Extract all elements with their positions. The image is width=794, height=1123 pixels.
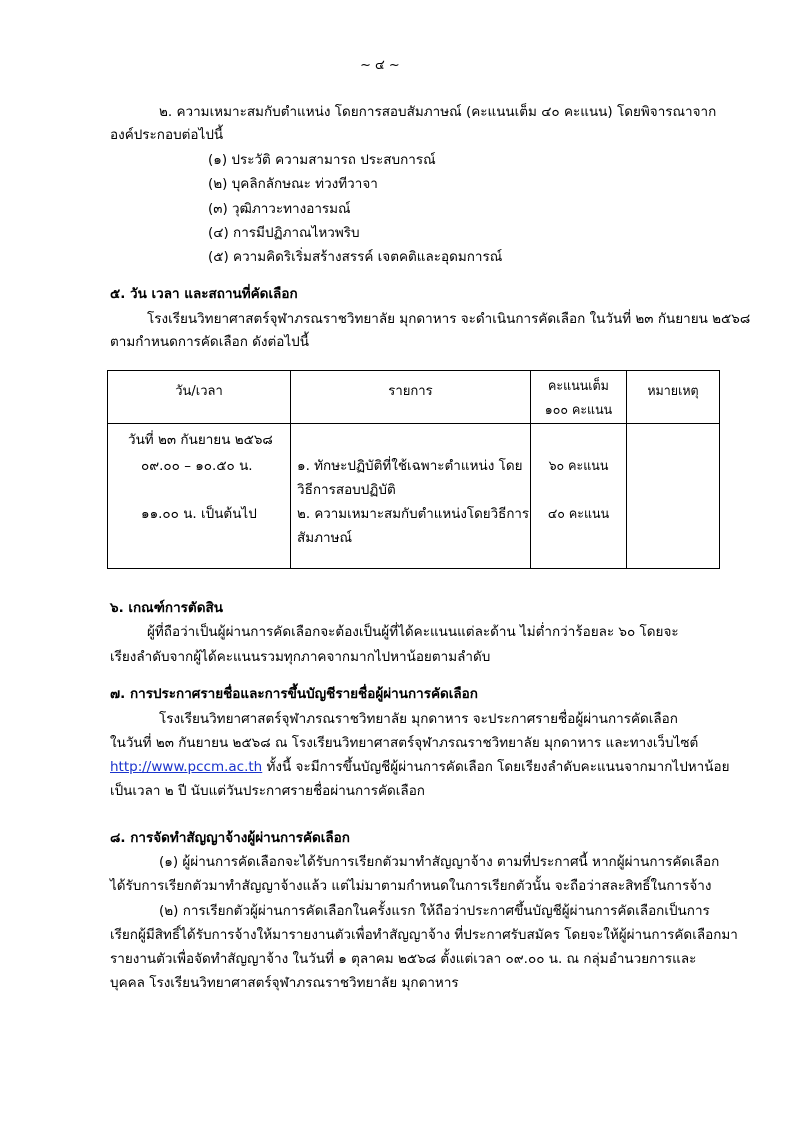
section-8-para-line-5: รายงานตัวเพื่อจัดทำสัญญาจ้าง ในวันที่ ๑ ตุลาคม ๒๕๖๘ ตั้งแต่เวลา ๐๙.๐๐ น. ณ กลุ่มอำนวยการและ <box>110 951 697 967</box>
criteria-4: (๔) การมีปฏิภาณไหวพริบ <box>208 225 360 241</box>
score-cell <box>531 424 627 569</box>
header-score-line-1: คะแนนเต็ม <box>548 378 609 394</box>
item-cell <box>291 424 531 569</box>
section-7-para-line-3 <box>110 757 730 777</box>
header-note-cell <box>627 371 720 424</box>
section-5-heading: ๕. วัน เวลา และสถานที่คัดเลือก <box>110 286 298 302</box>
time-slot-2: ๑๑.๐๐ น. เป็นต้นไป <box>141 506 257 522</box>
time-slot-1: ๐๙.๐๐ – ๑๐.๕๐ น. <box>141 458 253 474</box>
website-link[interactable]: http://www.pccm.ac.th <box>110 759 263 775</box>
page-number: ~ ๔ ~ <box>360 57 400 73</box>
section-8-para-line-3: (๒) การเรียกตัวผู้ผ่านการคัดเลือกในครั้งแรก ให้ถือว่าประกาศขึ้นบัญชีผู้ผ่านการคัดเลือกเป็นการ <box>159 903 710 919</box>
header-date: วัน/เวลา <box>175 383 223 399</box>
header-score-line-2: ๑๐๐ คะแนน <box>544 402 613 418</box>
date-main: วันที่ ๒๓ กันยายน ๒๕๖๘ <box>128 432 273 448</box>
header-item: รายการ <box>388 383 433 399</box>
criteria-2: (๒) บุคลิกลักษณะ ท่วงทีวาจา <box>208 176 378 192</box>
item-2-line-2: สัมภาษณ์ <box>297 530 353 546</box>
score-2: ๔๐ คะแนน <box>547 506 610 522</box>
section-8-para-line-6: บุคคล โรงเรียนวิทยาศาสตร์จุฬาภรณราชวิทยาลัย มุกดาหาร <box>110 975 459 991</box>
table-header-row <box>108 371 720 424</box>
header-note: หมายเหตุ <box>647 383 699 399</box>
criteria-1: (๑) ประวัติ ความสามารถ ประสบการณ์ <box>208 152 436 168</box>
item-1-line-1: ๑. ทักษะปฏิบัติที่ใช้เฉพาะตำแหน่ง โดย <box>297 458 523 474</box>
header-item-cell <box>291 371 531 424</box>
section-8-para-line-1: (๑) ผู้ผ่านการคัดเลือกจะได้รับการเรียกตัวมาทำสัญญาจ้าง ตามที่ประกาศนี้ หากผู้ผ่านการคัดเลือก <box>159 854 720 870</box>
section-6-para-line-1: ผู้ที่ถือว่าเป็นผู้ผ่านการคัดเลือกจะต้องเป็นผู้ที่ได้คะแนนแต่ละด้าน ไม่ต่ำกว่าร้อยละ ๖๐ โดยจะ <box>147 624 679 640</box>
section-7-heading: ๗. การประกาศรายชื่อและการขึ้นบัญชีรายชื่อผู้ผ่านการคัดเลือก <box>110 686 478 702</box>
item-2-line-1: ๒. ความเหมาะสมกับตำแหน่ง โดยการสอบสัมภาษณ์ (คะแนนเต็ม ๔๐ คะแนน) โดยพิจารณาจาก <box>159 104 717 120</box>
note-cell <box>627 424 720 569</box>
header-score-cell <box>531 371 627 424</box>
section-7-para-line-4: เป็นเวลา ๒ ปี นับแต่วันประกาศรายชื่อผ่านการคัดเลือก <box>110 783 425 799</box>
section-6-para-line-2: เรียงลำดับจากผู้ได้คะแนนรวมทุกภาคจากมากไปหาน้อยตามลำดับ <box>110 649 491 665</box>
section-5-para-line-2: ตามกำหนดการคัดเลือก ดังต่อไปนี้ <box>110 334 309 350</box>
header-date-cell <box>108 371 291 424</box>
section-5-para-line-1: โรงเรียนวิทยาศาสตร์จุฬาภรณราชวิทยาลัย มุกดาหาร จะดำเนินการคัดเลือก ในวันที่ ๒๓ กันยายน ๒๕๖๘ <box>147 311 751 327</box>
item-2-line-2: องค์ประกอบต่อไปนี้ <box>110 127 224 143</box>
section-7-para-line-3-rest: ทั้งนี้ จะมีการขึ้นบัญชีผู้ผ่านการคัดเลือก โดยเรียงลำดับคะแนนจากมากไปหาน้อย <box>262 759 730 775</box>
section-6-heading: ๖. เกณฑ์การตัดสิน <box>110 600 223 616</box>
item-2-line-1: ๒. ความเหมาะสมกับตำแหน่งโดยวิธีการ <box>297 506 530 522</box>
section-8-heading: ๘. การจัดทำสัญญาจ้างผู้ผ่านการคัดเลือก <box>110 830 350 846</box>
section-7-para-line-1: โรงเรียนวิทยาศาสตร์จุฬาภรณราชวิทยาลัย มุกดาหาร จะประกาศรายชื่อผู้ผ่านการคัดเลือก <box>159 711 678 727</box>
date-cell <box>108 424 291 569</box>
section-7-para-line-2: ในวันที่ ๒๓ กันยายน ๒๕๖๘ ณ โรงเรียนวิทยาศาสตร์จุฬาภรณราชวิทยาลัย มุกดาหาร และทางเว็บไซต์ <box>110 735 699 751</box>
table-row <box>108 424 720 569</box>
schedule-table <box>107 370 720 569</box>
section-8-para-line-4: เรียกผู้มีสิทธิ์ได้รับการจ้างให้มารายงานตัวเพื่อทำสัญญาจ้าง ที่ประกาศรับสมัคร โดยจะให้ผู้ผ่านการคัดเลือกมา <box>110 927 738 943</box>
item-1-line-2: วิธีการสอบปฏิบัติ <box>297 482 396 498</box>
criteria-5: (๕) ความคิดริเริ่มสร้างสรรค์ เจตคติและอุดมการณ์ <box>208 249 503 265</box>
criteria-3: (๓) วุฒิภาวะทางอารมณ์ <box>208 201 351 217</box>
score-1: ๖๐ คะแนน <box>548 458 609 474</box>
section-8-para-line-2: ได้รับการเรียกตัวมาทำสัญญาจ้างแล้ว แต่ไม่มาตามกำหนดในการเรียกตัวนั้น จะถือว่าสละสิทธิ์ในการจ้าง <box>110 878 712 894</box>
